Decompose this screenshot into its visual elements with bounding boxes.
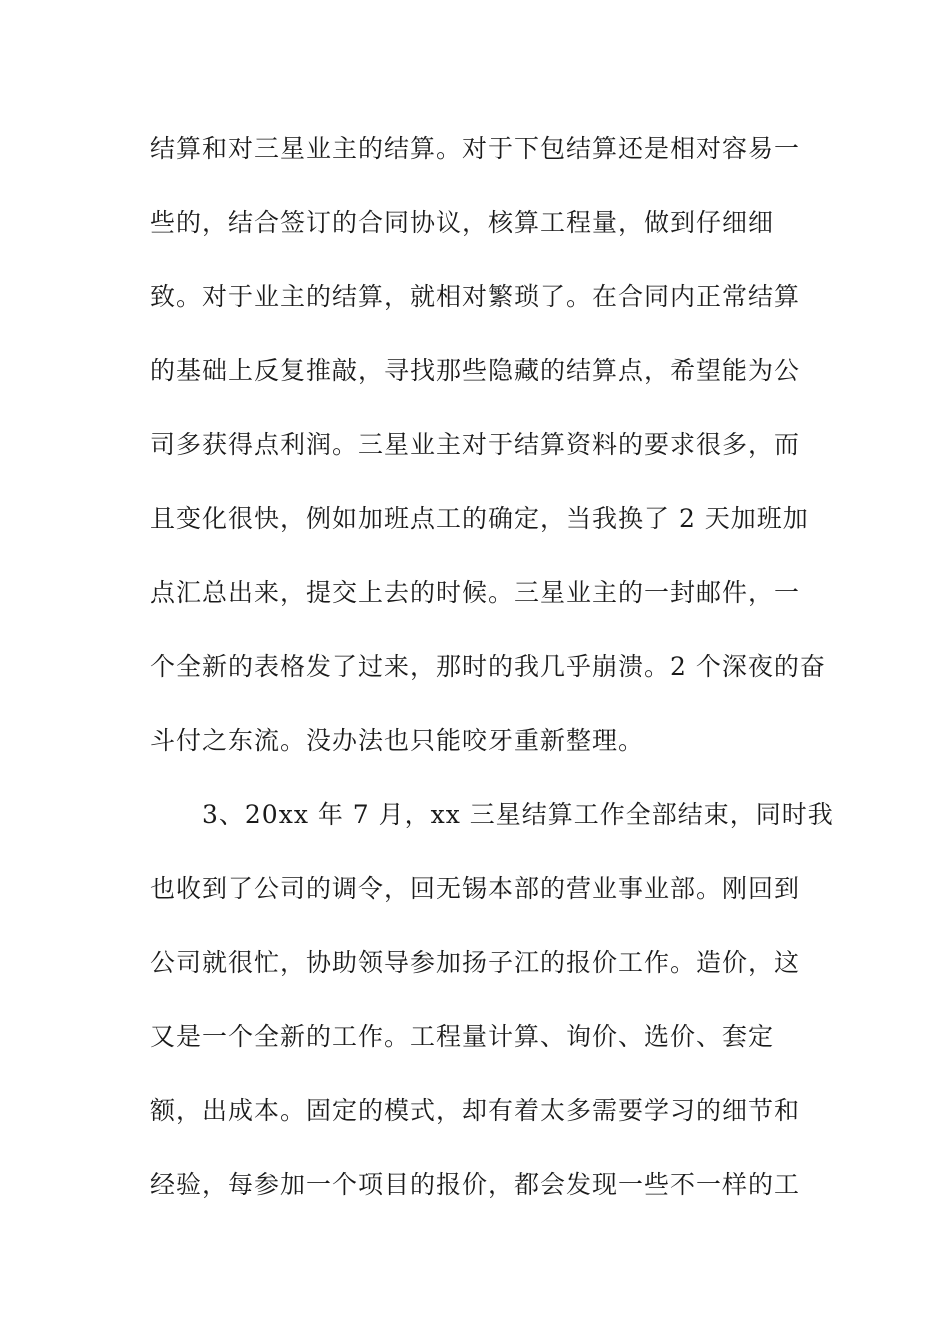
text-line: 斗付之东流。没办法也只能咬牙重新整理。 [150, 726, 645, 755]
text-line: 致。对于业主的结算，就相对繁琐了。在合同内正常结算 [150, 282, 801, 311]
text-line: 且变化很快，例如加班点工的确定，当我换了 2 天加班加 [150, 504, 809, 533]
text-line: 又是一个全新的工作。工程量计算、询价、选价、套定 [150, 1022, 775, 1051]
text-line: 点汇总出来，提交上去的时候。三星业主的一封邮件，一 [150, 578, 801, 607]
text-line: 额，出成本。固定的模式，却有着太多需要学习的细节和 [150, 1096, 801, 1125]
paragraph-start-line: 3、20xx 年 7 月，xx 三星结算工作全部结束，同时我 [202, 800, 834, 829]
text-line: 的基础上反复推敲，寻找那些隐藏的结算点，希望能为公 [150, 356, 801, 385]
text-line: 公司就很忙，协助领导参加扬子江的报价工作。造价，这 [150, 948, 801, 977]
text-line: 结算和对三星业主的结算。对于下包结算还是相对容易一 [150, 134, 801, 163]
text-line: 个全新的表格发了过来，那时的我几乎崩溃。2 个深夜的奋 [150, 652, 826, 681]
text-line: 些的，结合签订的合同协议，核算工程量，做到仔细细 [150, 208, 775, 237]
text-line: 司多获得点利润。三星业主对于结算资料的要求很多，而 [150, 430, 801, 459]
text-line: 经验，每参加一个项目的报价，都会发现一些不一样的工 [150, 1170, 801, 1199]
text-line: 也收到了公司的调令，回无锡本部的营业事业部。刚回到 [150, 874, 801, 903]
body-text [150, 124, 834, 1234]
